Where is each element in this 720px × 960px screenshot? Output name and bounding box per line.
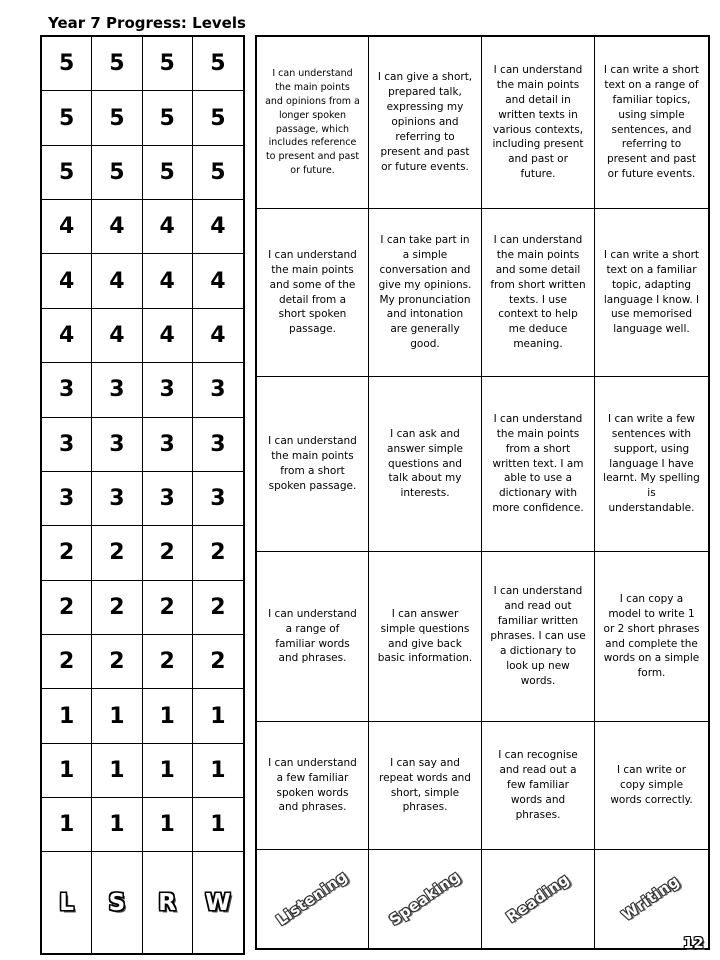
level-cell: 2 xyxy=(143,635,193,689)
descriptor-reading: I can understand the main points and some detail from short written texts. I use context to help me deduce meaning. xyxy=(482,209,595,377)
level-cell: 2 xyxy=(92,526,142,580)
descriptor-listening: I can understand the main points and opinions from a longer spoken passage, which includes reference to present and past or future. xyxy=(257,37,369,209)
level-cell: 2 xyxy=(193,635,243,689)
descriptor-reading: I can understand the main points from a short written text. I am able to use a dictionary with more confidence. xyxy=(482,377,595,552)
level-cell: 2 xyxy=(92,581,142,635)
descriptor-reading: I can recognise and read out a few familiar words and phrases. xyxy=(482,722,595,850)
level-cell: 2 xyxy=(143,526,193,580)
level-cell: 4 xyxy=(193,309,243,363)
skill-label-listening: Listening xyxy=(273,867,352,930)
level-cell: 1 xyxy=(92,744,142,798)
descriptor-speaking: I can answer simple questions and give back basic information. xyxy=(369,552,482,722)
descriptor-listening: I can understand the main points and some of the detail from a short spoken passage. xyxy=(257,209,369,377)
level-cell: 1 xyxy=(193,798,243,852)
level-cell: 1 xyxy=(143,744,193,798)
descriptor-writing: I can copy a model to write 1 or 2 short phrases and complete the words on a simple form. xyxy=(595,552,708,722)
descriptor-listening: I can understand a few familiar spoken words and phrases. xyxy=(257,722,369,850)
descriptors-grid xyxy=(255,35,710,950)
descriptor-speaking: I can ask and answer simple questions and talk about my interests. xyxy=(369,377,482,552)
level-cell: 2 xyxy=(143,581,193,635)
skill-key-listening: L xyxy=(42,852,92,953)
level-cell: 4 xyxy=(92,200,142,254)
descriptor-speaking: I can give a short, prepared talk, expressing my opinions and referring to present and past or future events. xyxy=(369,37,482,209)
level-cell: 3 xyxy=(42,472,92,526)
skill-label-writing: Writing xyxy=(618,872,684,925)
level-cell: 2 xyxy=(193,526,243,580)
level-cell: 5 xyxy=(143,146,193,200)
level-cell: 3 xyxy=(92,363,142,417)
skill-label-reading: Reading xyxy=(502,870,573,927)
level-cell: 2 xyxy=(42,526,92,580)
skill-key-reading: R xyxy=(143,852,193,953)
level-cell: 1 xyxy=(42,689,92,743)
level-cell: 1 xyxy=(92,689,142,743)
level-cell: 3 xyxy=(42,363,92,417)
descriptor-writing: I can write a short text on a familiar topic, adapting language I know. I use memorised language well. xyxy=(595,209,708,377)
level-cell: 3 xyxy=(143,363,193,417)
level-cell: 3 xyxy=(143,472,193,526)
level-cell: 1 xyxy=(42,798,92,852)
descriptor-reading: I can understand and read out familiar written phrases. I can use a dictionary to look up new words. xyxy=(482,552,595,722)
descriptor-writing: I can write or copy simple words correctly. xyxy=(595,722,708,850)
descriptor-reading: I can understand the main points and detail in written texts in various contexts, including present and past or future. xyxy=(482,37,595,209)
level-cell: 4 xyxy=(143,309,193,363)
level-cell: 4 xyxy=(193,200,243,254)
level-cell: 4 xyxy=(143,200,193,254)
level-cell: 3 xyxy=(193,472,243,526)
level-cell: 3 xyxy=(92,418,142,472)
skill-key-speaking: S xyxy=(92,852,142,953)
level-cell: 5 xyxy=(193,37,243,91)
level-cell: 5 xyxy=(143,91,193,145)
skill-label-speaking: Speaking xyxy=(385,867,464,930)
descriptor-writing: I can write a few sentences with support, using language I have learnt. My spelling is understandable. xyxy=(595,377,708,552)
level-cell: 4 xyxy=(42,200,92,254)
level-cell: 5 xyxy=(143,37,193,91)
descriptor-listening: I can understand a range of familiar words and phrases. xyxy=(257,552,369,722)
level-cell: 5 xyxy=(193,91,243,145)
level-cell: 4 xyxy=(42,254,92,308)
level-cell: 2 xyxy=(92,635,142,689)
level-cell: 5 xyxy=(42,146,92,200)
level-cell: 2 xyxy=(42,581,92,635)
level-cell: 2 xyxy=(42,635,92,689)
level-cell: 5 xyxy=(92,37,142,91)
level-cell: 5 xyxy=(42,37,92,91)
skill-key-writing: W xyxy=(205,889,231,916)
level-cell: 1 xyxy=(92,798,142,852)
level-cell: 3 xyxy=(143,418,193,472)
page-title: Year 7 Progress: Levels xyxy=(48,14,246,32)
descriptor-writing: I can write a short text on a range of familiar topics, using simple sentences, and referring to present and past or future events. xyxy=(595,37,708,209)
level-cell: 1 xyxy=(143,689,193,743)
level-cell: 4 xyxy=(42,309,92,363)
level-cell: 3 xyxy=(193,363,243,417)
level-cell: 2 xyxy=(193,581,243,635)
level-cell: 5 xyxy=(92,146,142,200)
level-cell: 3 xyxy=(193,418,243,472)
level-cell: 4 xyxy=(193,254,243,308)
skill-label-cell xyxy=(369,850,482,948)
level-cell: 1 xyxy=(143,798,193,852)
level-cell: 4 xyxy=(143,254,193,308)
level-cell: 1 xyxy=(193,689,243,743)
skill-label-cell xyxy=(482,850,595,948)
level-cell: 1 xyxy=(42,744,92,798)
descriptor-speaking: I can take part in a simple conversation and give my opinions. My pronunciation and intonation are generally good. xyxy=(369,209,482,377)
skill-label-cell xyxy=(257,850,369,948)
level-cell: 4 xyxy=(92,309,142,363)
level-cell: 5 xyxy=(92,91,142,145)
level-cell: 5 xyxy=(193,146,243,200)
page-number: 12 xyxy=(683,934,704,952)
levels-grid xyxy=(40,35,245,955)
level-cell: 5 xyxy=(42,91,92,145)
level-cell: 1 xyxy=(193,744,243,798)
level-cell: 3 xyxy=(92,472,142,526)
level-cell: 3 xyxy=(42,418,92,472)
descriptor-speaking: I can say and repeat words and short, simple phrases. xyxy=(369,722,482,850)
descriptor-listening: I can understand the main points from a short spoken passage. xyxy=(257,377,369,552)
level-cell: 4 xyxy=(92,254,142,308)
